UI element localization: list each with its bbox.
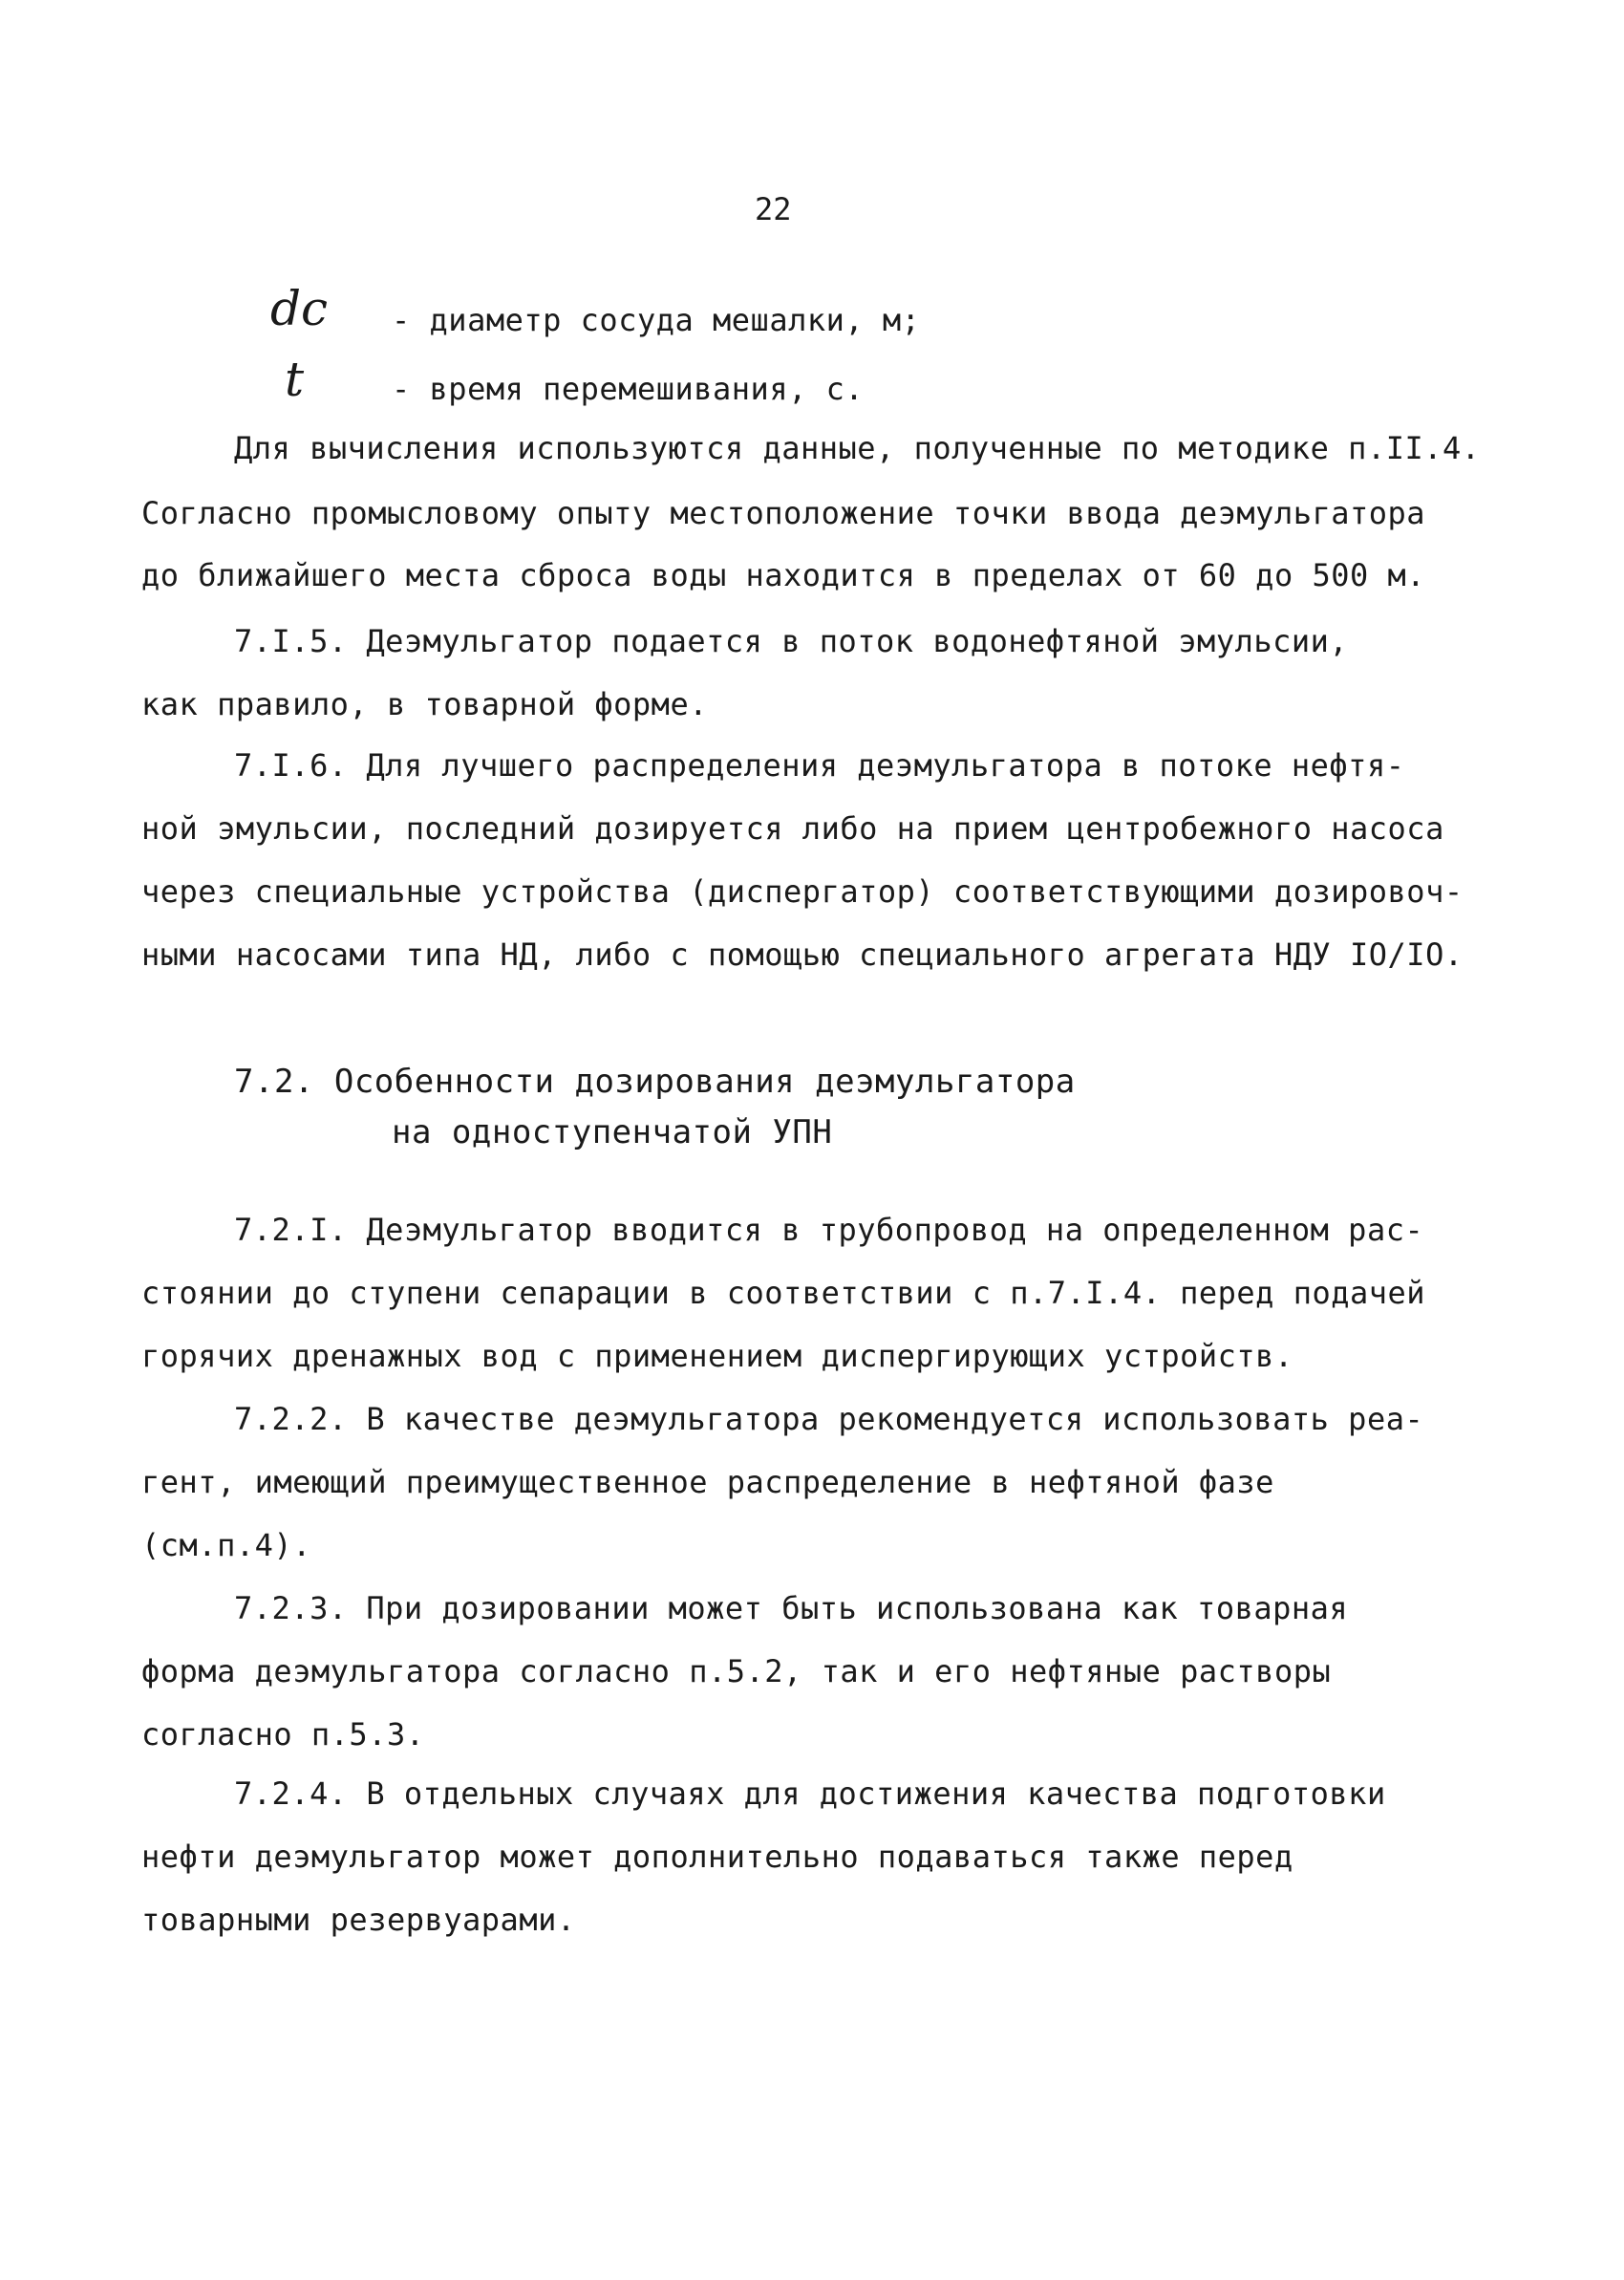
paragraph-7-2-4-line-1: 7.2.4. В отдельных случаях для достижения качества подготовки [234, 1775, 1386, 1812]
definition-dc: - диаметр сосуда мешалки, м; [392, 302, 921, 338]
paragraph-7-2-2-line-1: 7.2.2. В качестве деэмульгатора рекомендуется использовать реа- [234, 1401, 1424, 1437]
paragraph-7-1-6-line-3: через специальные устройства (диспергатор) соответствующими дозировоч- [141, 873, 1464, 910]
paragraph-7-2-1-line-2: стоянии до ступени сепарации в соответствии с п.7.I.4. перед подачей [141, 1275, 1426, 1311]
paragraph-7-2-3-line-3: согласно п.5.3. [141, 1716, 425, 1753]
paragraph-7-1-5-line-1: 7.I.5. Деэмульгатор подается в поток водонефтяной эмульсии, [234, 623, 1349, 659]
paragraph-7-2-4-line-3: товарными резервуарами. [141, 1902, 576, 1938]
paragraph-7-2-4-line-2: нефти деэмульгатор может дополнительно подаваться также перед [141, 1839, 1293, 1875]
paragraph-7-2-1-line-1: 7.2.I. Деэмульгатор вводится в трубопровод на определенном рас- [234, 1212, 1424, 1248]
paragraph-7-2-1-line-3: горячих дренажных вод с применением диспергирующих устройств. [141, 1338, 1293, 1374]
paragraph-7-1-5-line-2: как правило, в товарной форме. [141, 686, 708, 722]
paragraph-calc-line-2: Согласно промысловому опыту местоположение точки ввода деэмульгатора [141, 495, 1426, 531]
paragraph-7-1-6-line-2: ной эмульсии, последний дозируется либо на прием центробежного насоса [141, 810, 1444, 847]
paragraph-7-2-3-line-1: 7.2.3. При дозировании может быть использована как товарная [234, 1590, 1349, 1626]
section-heading-line-1: 7.2. Особенности дозирования деэмульгатора [234, 1063, 1076, 1101]
symbol-dc: dc [270, 281, 329, 336]
section-heading-line-2: на одноступенчатой УПН [392, 1113, 833, 1151]
definition-t: - время перемешивания, с. [392, 371, 865, 407]
paragraph-7-2-3-line-2: форма деэмульгатора согласно п.5.2, так и его нефтяные растворы [141, 1653, 1332, 1689]
paragraph-7-1-6-line-1: 7.I.6. Для лучшего распределения деэмульгатора в потоке нефтя- [234, 747, 1405, 784]
paragraph-calc-line-3: до ближайшего места сброса воды находится в пределах от 60 до 500 м. [141, 557, 1426, 593]
symbol-t: t [285, 352, 305, 407]
paragraph-7-2-2-line-2: гент, имеющий преимущественное распределение в нефтяной фазе [141, 1464, 1274, 1500]
paragraph-7-2-2-line-3: (см.п.4). [141, 1527, 311, 1563]
paragraph-calc-line-1: Для вычисления используются данные, полученные по методике п.II.4. [234, 430, 1481, 466]
page-number: 22 [755, 191, 792, 227]
paragraph-7-1-6-line-4: ными насосами типа НД, либо с помощью специального агрегата НДУ IO/IO. [141, 936, 1464, 973]
